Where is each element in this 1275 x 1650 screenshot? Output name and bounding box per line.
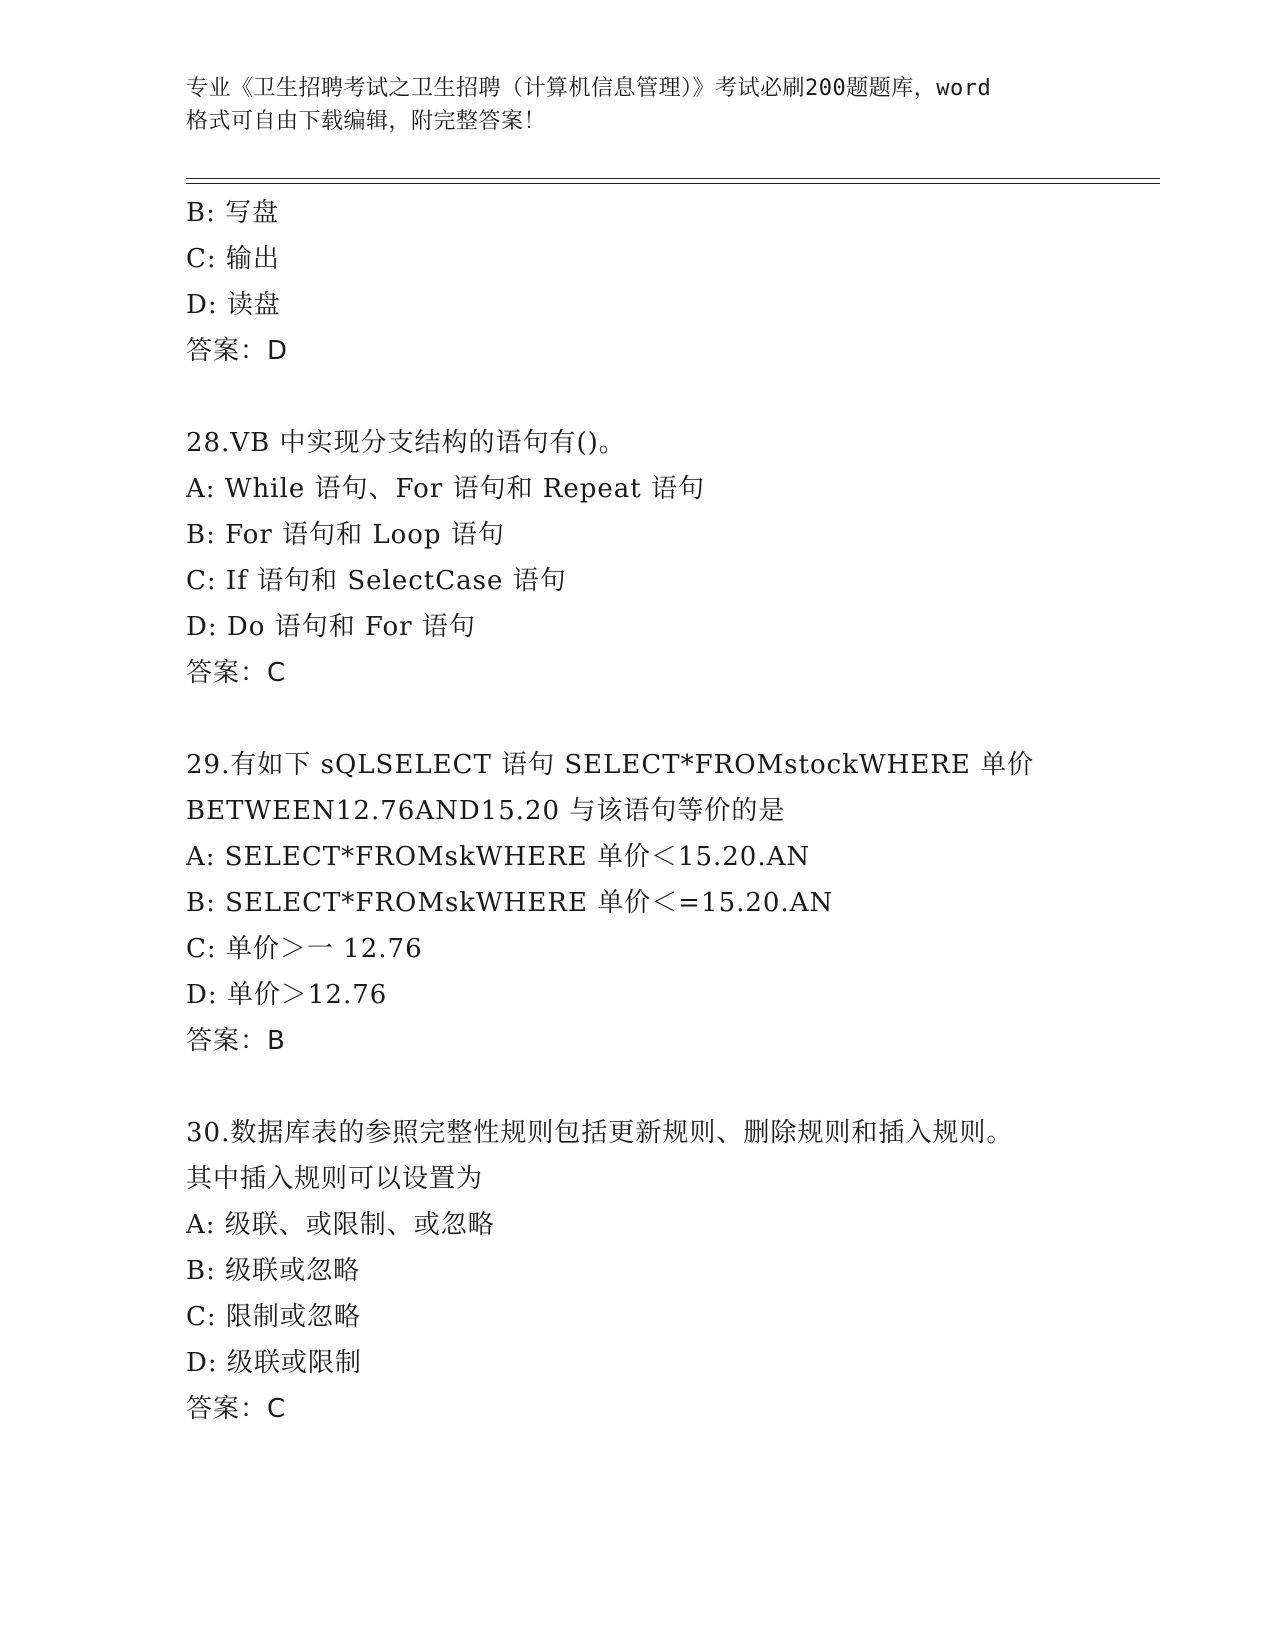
question-29: [186, 742, 1146, 1064]
q30-stem-line-2: 其中插入规则可以设置为: [186, 1164, 484, 1194]
q29-option-d: D: 单价＞12.76: [186, 980, 388, 1010]
q29-option-a: A: SELECT*FROMskWHERE 单价＜15.20.AN: [186, 842, 811, 872]
q28-option-c: C: If 语句和 SelectCase 语句: [186, 566, 567, 596]
q27-option-d: D: 读盘: [186, 290, 281, 320]
q28-stem: 28.VB 中实现分支结构的语句有()。: [186, 428, 626, 458]
header-line-2: 格式可自由下载编辑，附完整答案！: [186, 109, 547, 134]
q30-option-d: D: 级联或限制: [186, 1348, 362, 1378]
header-divider-top: [186, 178, 1160, 179]
q30-option-b: B: 级联或忽略: [186, 1256, 361, 1286]
q30-option-a: A: 级联、或限制、或忽略: [186, 1210, 495, 1240]
spacer: [186, 696, 1146, 742]
spacer: [186, 374, 1146, 420]
q30-stem-line-1: 30.数据库表的参照完整性规则包括更新规则、删除规则和插入规则。: [186, 1118, 1014, 1148]
q30-answer: 答案：C: [186, 1394, 287, 1424]
q29-stem-line-2: BETWEEN12.76AND15.20 与该语句等价的是: [186, 796, 786, 826]
page-header: [186, 72, 1086, 138]
question-27-fragment: [186, 190, 1146, 374]
header-divider-bottom: [186, 183, 1160, 184]
q27-option-b: B: 写盘: [186, 198, 280, 228]
q29-stem-line-1: 29.有如下 sQLSELECT 语句 SELECT*FROMstockWHERE 单价: [186, 750, 1035, 780]
q28-option-a: A: While 语句、For 语句和 Repeat 语句: [186, 474, 705, 504]
question-30: [186, 1110, 1146, 1432]
spacer: [186, 1064, 1146, 1110]
q28-answer: 答案：C: [186, 658, 287, 688]
header-line-1: 专业《卫生招聘考试之卫生招聘（计算机信息管理）》考试必刷200题题库，word: [186, 76, 992, 101]
q30-option-c: C: 限制或忽略: [186, 1302, 361, 1332]
q29-option-c: C: 单价＞一 12.76: [186, 934, 423, 964]
question-content: [186, 190, 1146, 1432]
q27-option-c: C: 输出: [186, 244, 280, 274]
q28-option-d: D: Do 语句和 For 语句: [186, 612, 476, 642]
q27-answer: 答案：D: [186, 336, 289, 366]
q29-option-b: B: SELECT*FROMskWHERE 单价＜=15.20.AN: [186, 888, 834, 918]
q28-option-b: B: For 语句和 Loop 语句: [186, 520, 505, 550]
question-28: [186, 420, 1146, 696]
q29-answer: 答案：B: [186, 1026, 286, 1056]
